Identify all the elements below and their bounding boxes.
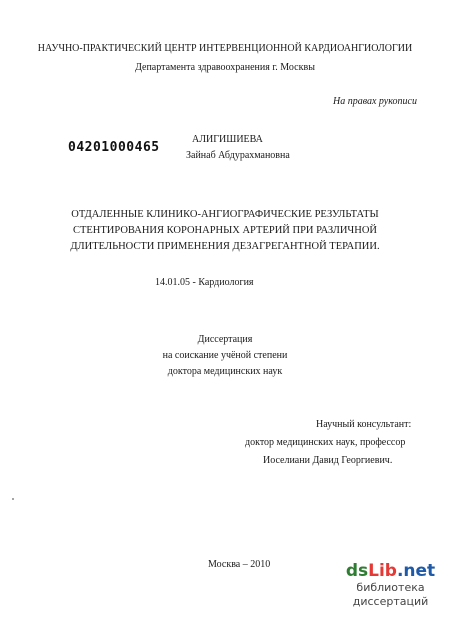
department-name: Департамента здравоохранения г. Москвы xyxy=(135,62,315,73)
city-year: Москва – 2010 xyxy=(208,559,271,570)
author-surname: АЛИГИШИЕВА xyxy=(192,134,263,145)
thesis-title-line-1: ОТДАЛЕННЫЕ КЛИНИКО-АНГИОГРАФИЧЕСКИЕ РЕЗУЛЬТАТЫ xyxy=(71,209,379,220)
thesis-title-line-3: ДЛИТЕЛЬНОСТИ ПРИМЕНЕНИЯ ДЕЗАГРЕГАНТНОЙ ТЕРАПИИ. xyxy=(70,241,380,252)
author-name: Зайнаб Абдурахмановна xyxy=(186,150,290,161)
document-barcode: 04201000465 xyxy=(68,140,160,155)
degree-name: доктора медицинских наук xyxy=(167,366,283,377)
watermark-caption: библиотека диссертаций xyxy=(352,581,429,608)
advisor-degree: доктор медицинских наук, профессор xyxy=(245,437,406,448)
rights-note: На правах рукописи xyxy=(333,96,417,107)
dissertation-label: Диссертация xyxy=(197,334,253,345)
advisor-label: Научный консультант: xyxy=(316,419,412,430)
watermark-logo: dsLib.net xyxy=(345,561,436,581)
dslib-watermark xyxy=(333,561,448,609)
thesis-title-line-2: СТЕНТИРОВАНИЯ КОРОНАРНЫХ АРТЕРИЙ ПРИ РАЗЛИЧНОЙ xyxy=(72,225,378,236)
degree-purpose: на соискание учёной степени xyxy=(162,350,288,361)
institution-name: НАУЧНО-ПРАКТИЧЕСКИЙ ЦЕНТР ИНТЕРВЕНЦИОННОЙ КАРДИОАНГИОЛОГИИ xyxy=(37,43,413,54)
specialty-code: 14.01.05 - Кардиология xyxy=(155,277,254,288)
advisor-name: Иоселиани Давид Георгиевич. xyxy=(263,455,393,466)
scan-speck xyxy=(12,498,14,500)
